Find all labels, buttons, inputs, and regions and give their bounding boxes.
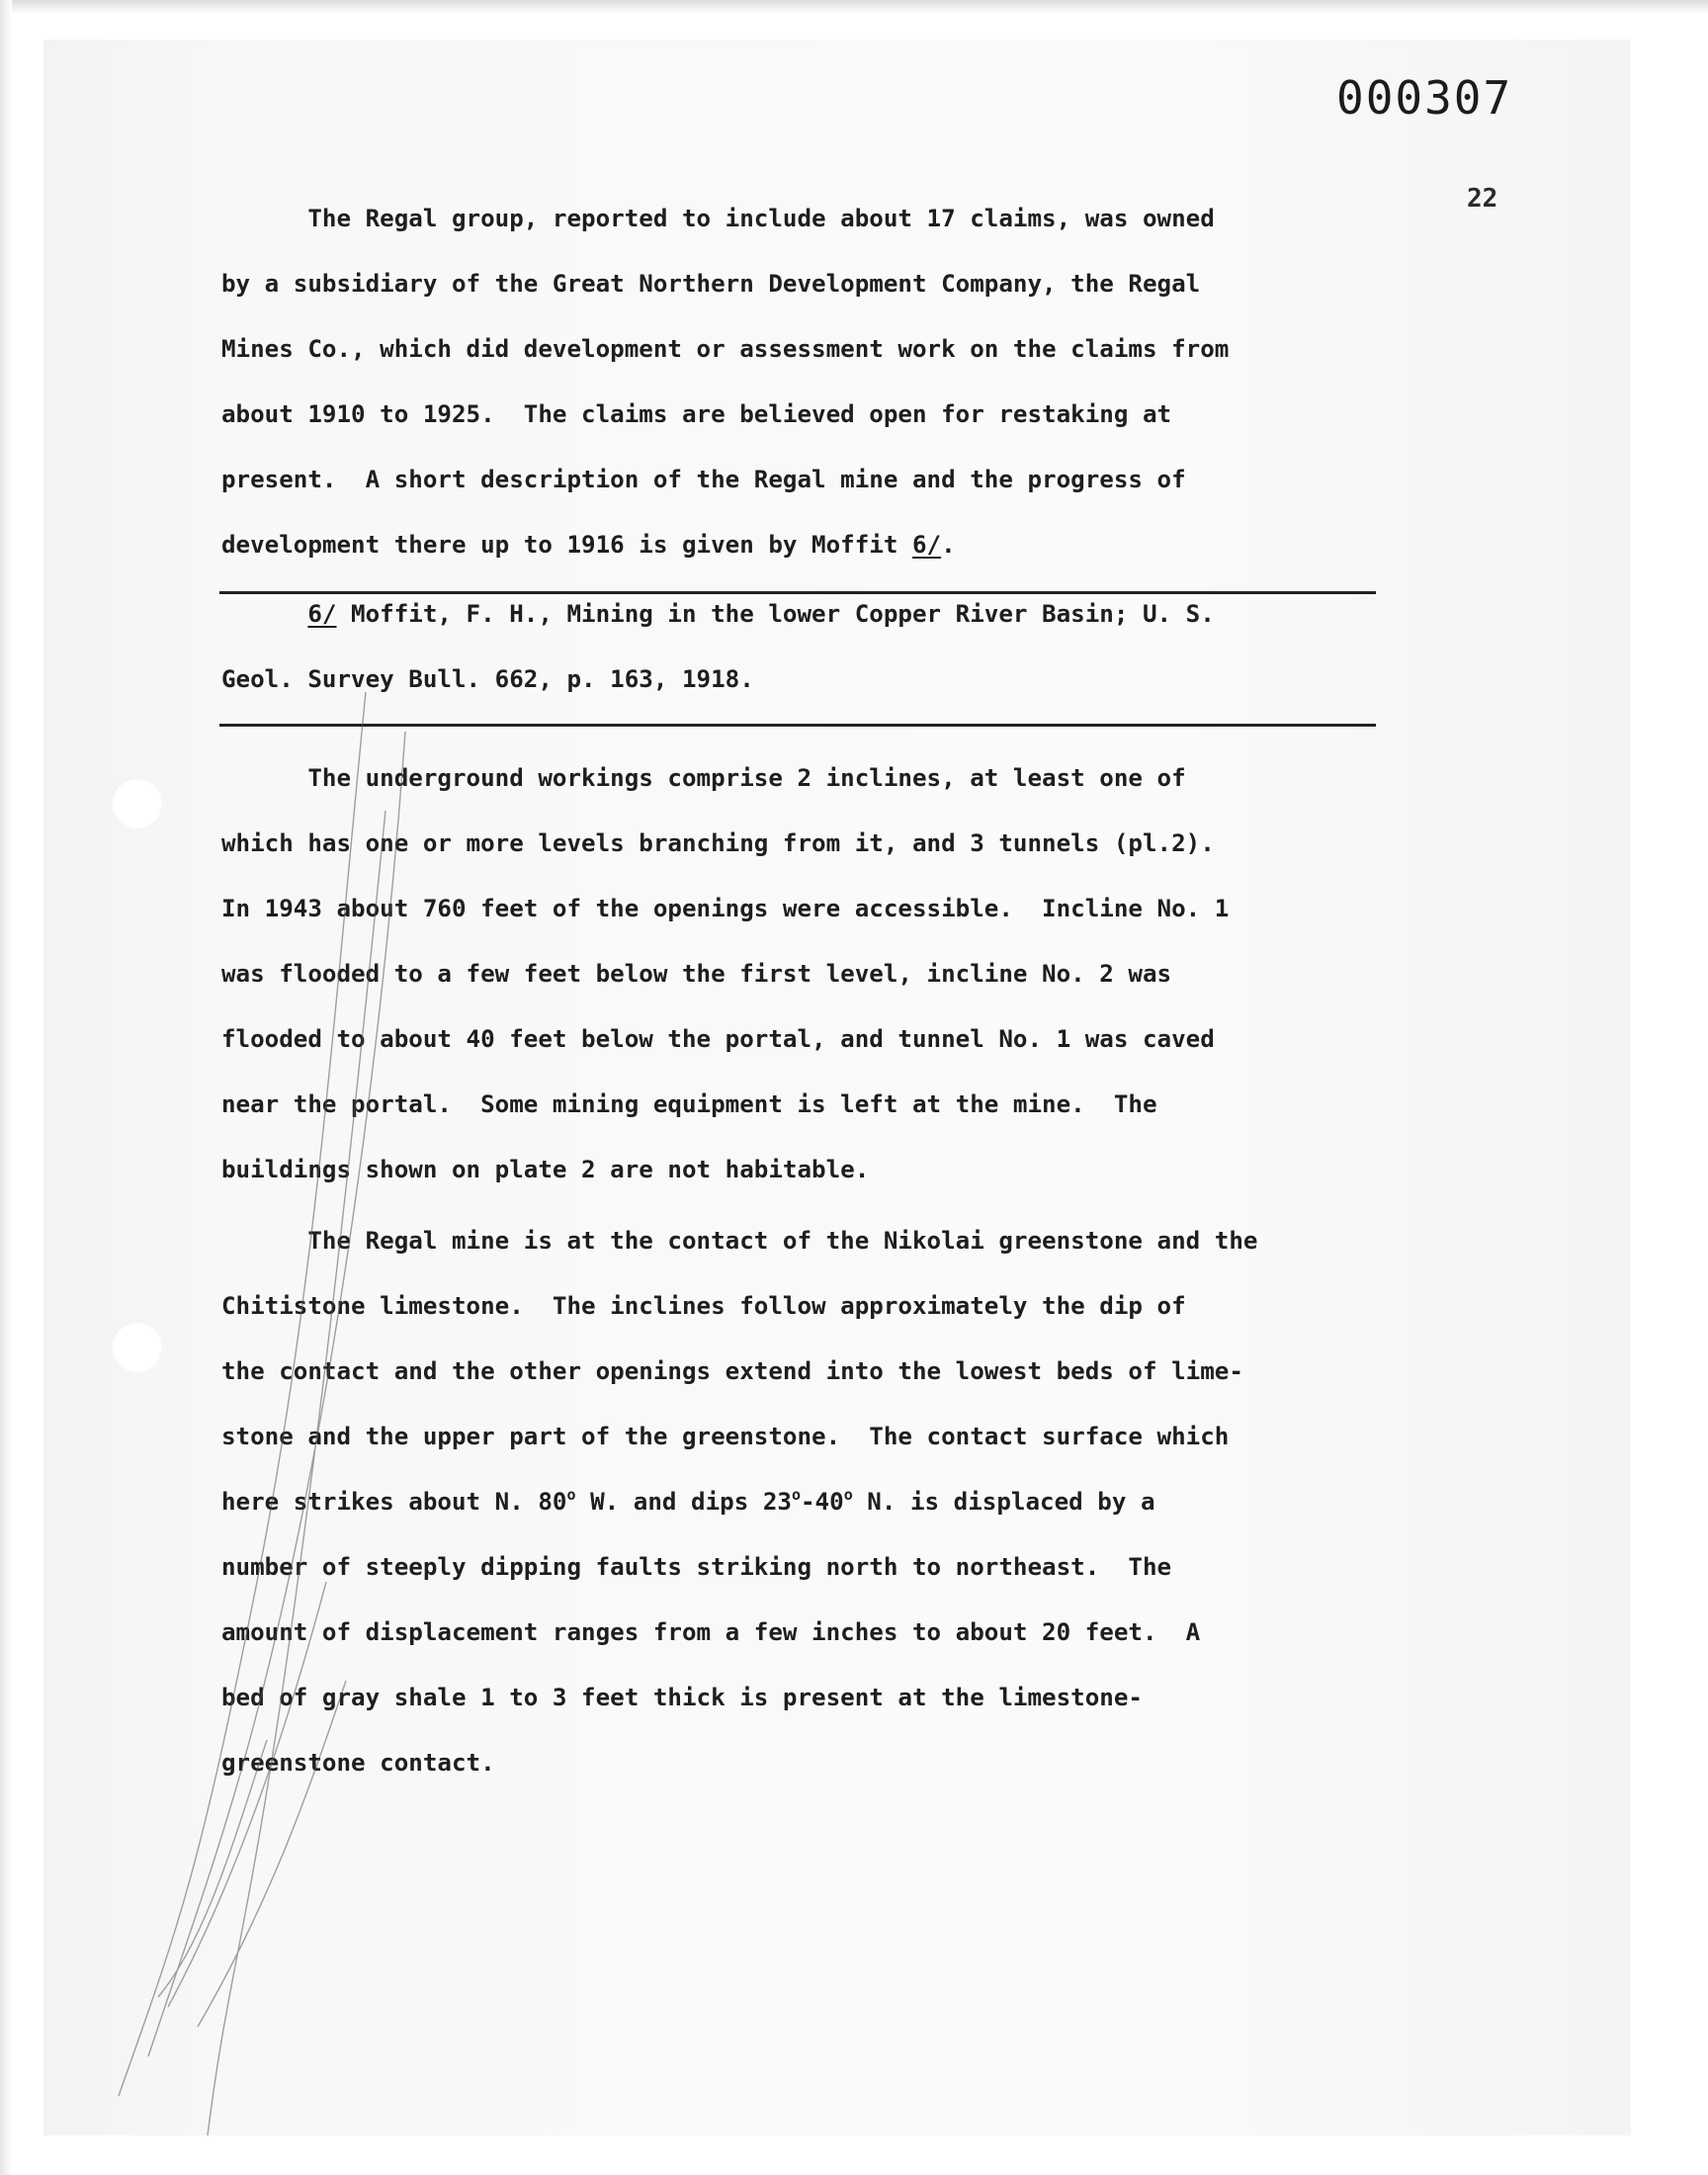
text-segment: development there up to 1916 is given by Moffit: [221, 531, 912, 559]
text-line: by a subsidiary of the Great Northern Development Company, the Regal: [221, 270, 1201, 298]
text-line: The Regal group, reported to include about 17 claims, was owned: [221, 205, 1215, 232]
text-line: which has one or more levels branching from it, and 3 tunnels (pl.2).: [221, 829, 1215, 857]
degree-mark: o: [843, 1486, 853, 1504]
footnote-line: Geol. Survey Bull. 662, p. 163, 1918.: [221, 665, 754, 693]
text-segment: here strikes about N. 80: [221, 1488, 567, 1516]
text-line: the contact and the other openings extend into the lowest beds of lime-: [221, 1357, 1243, 1385]
text-line: present. A short description of the Regal mine and the progress of: [221, 466, 1186, 493]
text-line: flooded to about 40 feet below the portal, and tunnel No. 1 was caved: [221, 1025, 1215, 1053]
paragraph-regal-group: [221, 186, 1419, 577]
text-line: amount of displacement ranges from a few inches to about 20 feet. A: [221, 1618, 1201, 1646]
text-line: Mines Co., which did development or assessment work on the claims from: [221, 335, 1230, 363]
scan-edge-top: [0, 0, 1708, 14]
document-number: 000307: [1336, 71, 1513, 125]
text-segment: N. is displaced by a: [852, 1488, 1155, 1516]
footnote-reference: 6/: [911, 531, 942, 559]
text-line: The underground workings comprise 2 inclines, at least one of: [221, 764, 1186, 792]
text-line: bed of gray shale 1 to 3 feet thick is present at the limestone-: [221, 1684, 1143, 1711]
page-number: 22: [1467, 184, 1498, 214]
text-line: was flooded to a few feet below the first level, incline No. 2 was: [221, 960, 1172, 988]
footnote-line: [221, 581, 1419, 647]
text-segment: W. and dips 23: [575, 1488, 792, 1516]
text-line: The Regal mine is at the contact of the Nikolai greenstone and the: [221, 1227, 1258, 1255]
text-line: number of steeply dipping faults striking north to northeast. The: [221, 1553, 1172, 1581]
text-segment: -40: [801, 1488, 844, 1516]
footnote-marker: 6/: [307, 600, 337, 628]
text-line: greenstone contact.: [221, 1749, 495, 1777]
text-line: stone and the upper part of the greenstone. The contact surface which: [221, 1423, 1230, 1450]
text-line: In 1943 about 760 feet of the openings were accessible. Incline No. 1: [221, 895, 1230, 922]
text-line: buildings shown on plate 2 are not habitable.: [221, 1156, 870, 1183]
text-line: near the portal. Some mining equipment is left at the mine. The: [221, 1090, 1157, 1118]
text-segment: .: [941, 531, 956, 559]
text-line: about 1910 to 1925. The claims are believed open for restaking at: [221, 400, 1172, 428]
text-line: Chitistone limestone. The inclines follow approximately the dip of: [221, 1292, 1186, 1320]
pencil-scribble: [89, 692, 445, 2135]
footnote-citation: Moffit, F. H., Mining in the lower Copper River Basin; U. S.: [336, 600, 1215, 628]
degree-mark: o: [566, 1486, 576, 1504]
degree-mark: o: [791, 1486, 801, 1504]
scan-edge-left: [0, 0, 12, 2175]
text-line: [221, 512, 1419, 577]
